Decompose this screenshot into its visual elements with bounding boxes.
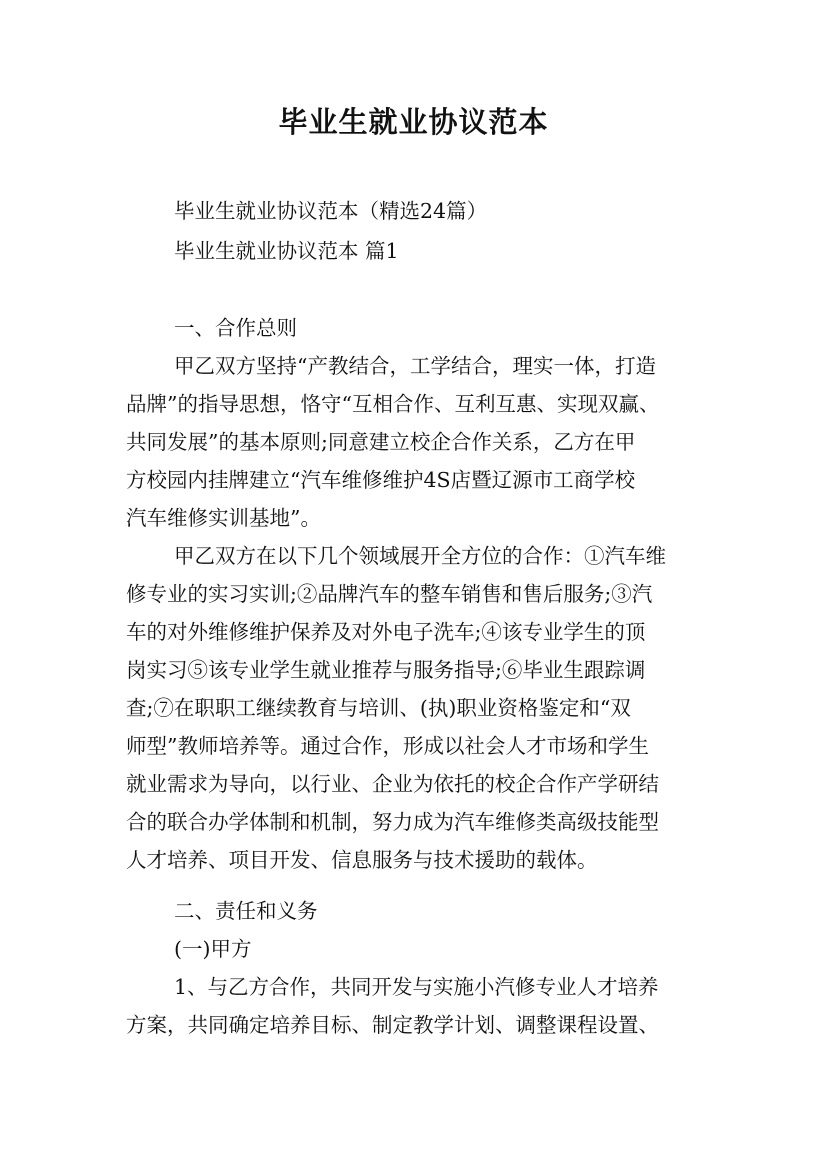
paragraph-line: 品牌”的指导思想，恪守“互相合作、互利互惠、实现双赢、 [126,392,660,416]
paragraph-line: 方案，共同确定培养目标、制定教学计划、调整课程设置、 [126,1013,659,1037]
paragraph-line: 共同发展”的基本原则;同意建立校企合作关系，乙方在甲 [126,430,636,454]
section-heading-1: 一、合作总则 [174,316,297,340]
paragraph-line: 甲乙双方坚持“产教结合，工学结合，理实一体，打造 [174,354,656,378]
paragraph-line: 合的联合办学体制和机制，努力成为汽车维修类高级技能型 [126,810,659,834]
paragraph-line: 修专业的实习实训;②品牌汽车的整车销售和售后服务;③汽 [126,582,653,606]
paragraph-line: 人才培养、项目开发、信息服务与技术援助的载体。 [126,848,598,872]
section-heading-2: 二、责任和义务 [174,899,318,923]
paragraph-line: 甲乙双方在以下几个领域展开全方位的合作：①汽车维 [174,544,666,568]
paragraph-line: 岗实习⑤该专业学生就业推荐与服务指导;⑥毕业生跟踪调 [126,658,646,682]
paragraph-line: 车的对外维修维护保养及对外电子洗车;④该专业学生的顶 [126,620,646,644]
paragraph-line: 1、与乙方合作，共同开发与实施小汽修专业人才培养 [174,975,659,999]
paragraph-line: 查;⑦在职职工继续教育与培训、(执)职业资格鉴定和“双 [126,696,631,720]
subtitle-line-1: 毕业生就业协议范本（精选24篇） [174,199,488,223]
document-title: 毕业生就业协议范本 [278,105,549,139]
subsection-heading: (一)甲方 [174,937,252,961]
paragraph-line: 方校园内挂牌建立“汽车维修维护4S店暨辽源市工商学校 [126,468,636,492]
paragraph-line: 师型”教师培养等。通过合作，形成以社会人才市场和学生 [126,734,649,758]
subtitle-line-2: 毕业生就业协议范本 篇1 [174,239,399,263]
paragraph-line: 汽车维修实训基地”。 [126,506,321,530]
paragraph-line: 就业需求为导向，以行业、企业为依托的校企合作产学研结 [126,772,659,796]
